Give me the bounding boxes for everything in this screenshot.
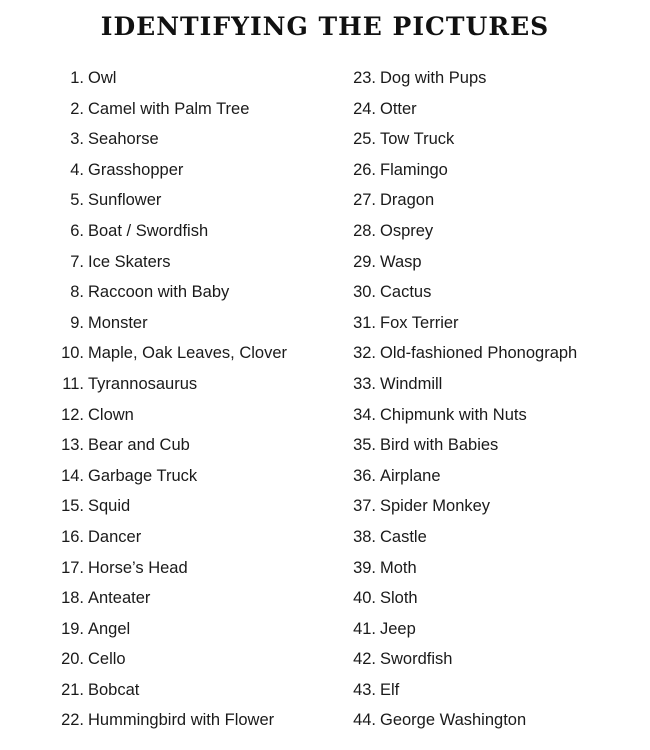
list-item <box>0 614 335 645</box>
list-item <box>335 461 650 492</box>
item-name: Elf <box>380 680 400 699</box>
list-item <box>0 675 335 706</box>
item-name: Ice Skaters <box>88 252 171 271</box>
item-name: Sloth <box>380 589 418 608</box>
list-item <box>335 124 650 155</box>
item-number: 3. <box>70 130 84 149</box>
item-number: 7. <box>70 252 84 271</box>
list-item <box>335 94 650 125</box>
list-item <box>335 705 650 736</box>
list-item <box>0 124 335 155</box>
item-number: 33. <box>353 374 376 393</box>
item-number: 37. <box>353 497 376 516</box>
list-item <box>0 705 335 736</box>
item-name: Camel with Palm Tree <box>88 99 250 118</box>
item-name: Dragon <box>380 191 435 210</box>
item-name: Moth <box>380 558 417 577</box>
item-name: Sunflower <box>88 191 162 210</box>
list-item <box>0 583 335 614</box>
item-number: 21. <box>61 680 84 699</box>
item-number: 29. <box>353 252 376 271</box>
item-name: Tyrannosaurus <box>88 374 198 393</box>
list-item <box>335 338 650 369</box>
list-item <box>0 461 335 492</box>
item-number: 13. <box>61 436 84 455</box>
item-name: Osprey <box>380 221 434 240</box>
item-number: 26. <box>353 160 376 179</box>
item-number: 8. <box>70 283 84 302</box>
list-item <box>0 644 335 675</box>
item-number: 6. <box>70 221 84 240</box>
list-item <box>335 522 650 553</box>
item-name: Grasshopper <box>88 160 184 179</box>
item-name: Hummingbird with Flower <box>88 711 275 730</box>
item-number: 22. <box>61 711 84 730</box>
list-item <box>335 277 650 308</box>
list-item <box>335 644 650 675</box>
list-item <box>0 553 335 584</box>
item-name: Monster <box>88 313 148 332</box>
item-name: Tow Truck <box>380 130 455 149</box>
item-number: 24. <box>353 99 376 118</box>
list-item <box>335 308 650 339</box>
item-name: Fox Terrier <box>380 313 459 332</box>
picture-list-left <box>0 63 335 736</box>
list-item <box>0 400 335 431</box>
item-name: Jeep <box>380 619 416 638</box>
item-number: 43. <box>353 680 376 699</box>
list-item <box>335 430 650 461</box>
list-item <box>335 553 650 584</box>
list-item <box>335 369 650 400</box>
item-name: Spider Monkey <box>380 497 491 516</box>
list-item <box>0 308 335 339</box>
item-number: 10. <box>61 344 84 363</box>
item-name: Windmill <box>380 374 443 393</box>
item-number: 28. <box>353 221 376 240</box>
item-name: Anteater <box>88 589 151 608</box>
list-item <box>335 400 650 431</box>
item-number: 12. <box>61 405 84 424</box>
item-name: Boat / Swordfish <box>88 221 209 240</box>
item-name: Airplane <box>380 466 441 485</box>
item-number: 16. <box>61 527 84 546</box>
list-item <box>0 522 335 553</box>
item-number: 20. <box>61 650 84 669</box>
item-name: Bird with Babies <box>380 436 499 455</box>
item-name: Otter <box>380 99 417 118</box>
item-number: 25. <box>353 130 376 149</box>
item-name: Dog with Pups <box>380 69 487 87</box>
item-number: 1. <box>70 69 84 87</box>
item-number: 27. <box>353 191 376 210</box>
list-item <box>0 338 335 369</box>
item-name: Dancer <box>88 527 142 546</box>
item-name: Raccoon with Baby <box>88 283 230 302</box>
item-number: 9. <box>70 313 84 332</box>
item-number: 17. <box>61 558 84 577</box>
item-number: 38. <box>353 527 376 546</box>
item-name: Chipmunk with Nuts <box>380 405 527 424</box>
item-number: 14. <box>61 466 84 485</box>
item-name: Bobcat <box>88 680 140 699</box>
list-item <box>0 63 335 94</box>
item-number: 44. <box>353 711 376 730</box>
item-number: 34. <box>353 405 376 424</box>
item-name: Clown <box>88 405 134 424</box>
item-name: Owl <box>88 69 117 87</box>
item-name: Squid <box>88 497 131 516</box>
item-number: 39. <box>353 558 376 577</box>
item-name: Bear and Cub <box>88 436 190 455</box>
list-item <box>335 583 650 614</box>
item-number: 35. <box>353 436 376 455</box>
item-number: 32. <box>353 344 376 363</box>
list-item <box>335 491 650 522</box>
list-item <box>335 185 650 216</box>
item-number: 40. <box>353 589 376 608</box>
list-item <box>335 63 650 94</box>
list-item <box>0 491 335 522</box>
item-name: Old-fashioned Phonograph <box>380 344 578 363</box>
item-number: 15. <box>61 497 84 516</box>
list-item <box>0 216 335 247</box>
item-number: 41. <box>353 619 376 638</box>
list-item <box>0 94 335 125</box>
item-name: Castle <box>380 527 427 546</box>
item-number: 19. <box>61 619 84 638</box>
item-number: 18. <box>61 589 84 608</box>
item-number: 4. <box>70 160 84 179</box>
item-number: 42. <box>353 650 376 669</box>
item-number: 2. <box>70 99 84 118</box>
item-name: Cello <box>88 650 126 669</box>
list-item <box>0 247 335 278</box>
item-name: George Washington <box>380 711 527 730</box>
item-name: Horse’s Head <box>88 558 188 577</box>
item-name: Cactus <box>380 283 432 302</box>
item-number: 5. <box>70 191 84 210</box>
list-item <box>0 155 335 186</box>
item-name: Garbage Truck <box>88 466 198 485</box>
list-item <box>335 675 650 706</box>
list-item <box>0 369 335 400</box>
item-name: Seahorse <box>88 130 159 149</box>
item-number: 30. <box>353 283 376 302</box>
list-item <box>0 185 335 216</box>
list-item <box>0 277 335 308</box>
list-item <box>335 614 650 645</box>
item-number: 11. <box>62 374 84 393</box>
list-item <box>335 247 650 278</box>
item-name: Maple, Oak Leaves, Clover <box>88 344 288 363</box>
item-name: Wasp <box>380 252 422 271</box>
list-item <box>0 430 335 461</box>
item-name: Swordfish <box>380 650 453 669</box>
item-number: 36. <box>353 466 376 485</box>
item-name: Angel <box>88 619 131 638</box>
item-number: 23. <box>353 69 376 87</box>
picture-list-right <box>335 63 650 736</box>
item-name: Flamingo <box>380 160 448 179</box>
item-number: 31. <box>353 313 376 332</box>
list-item <box>335 155 650 186</box>
page-title: IDENTIFYING THE PICTURES <box>100 12 550 41</box>
list-item <box>335 216 650 247</box>
